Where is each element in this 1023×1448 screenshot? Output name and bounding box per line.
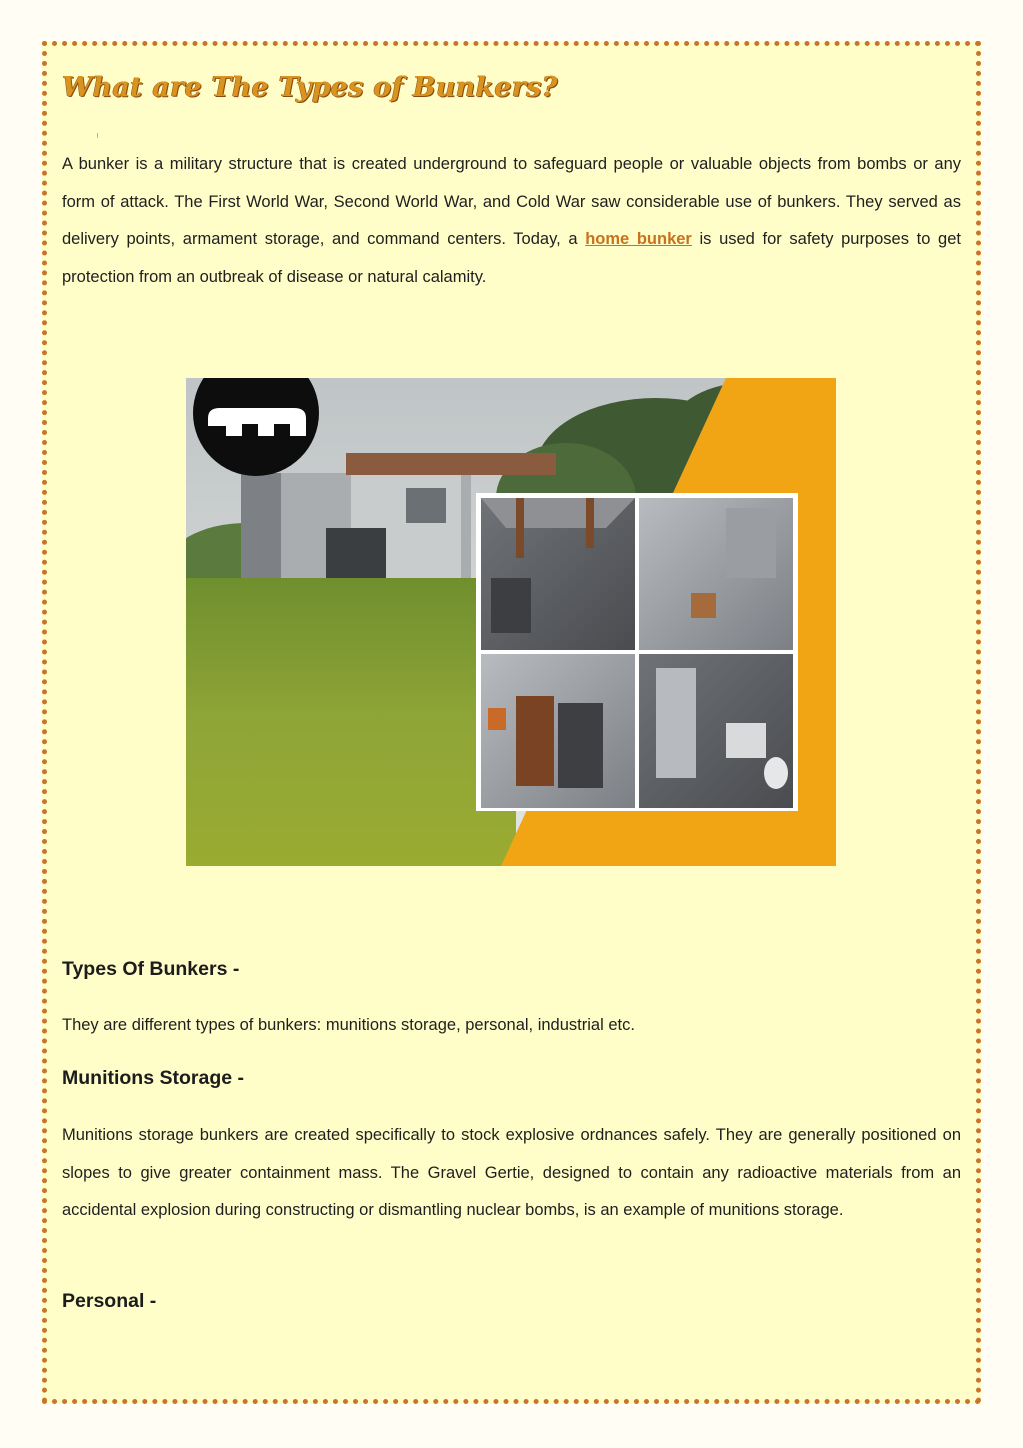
stray-mark [97,133,98,138]
section-text-types-of-bunkers: They are different types of bunkers: munitions storage, personal, industrial etc. [62,1016,635,1034]
section-heading-personal: Personal - [62,1290,157,1312]
home-bunker-link[interactable]: home bunker [585,230,692,248]
bunker-illustration [186,378,836,866]
intro-text-before-link: A bunker is a military structure that is created underground to safeguard people or valuable objects from bombs or any form of attack. The First World War, Second World War, and Cold War saw considerable use of bunkers. They served as delivery points, armament storage, and command centers. Today, a [62,155,961,248]
section-heading-types-of-bunkers: Types Of Bunkers - [62,958,240,980]
intro-paragraph [62,146,961,296]
section-text-munitions-storage: Munitions storage bunkers are created specifically to stock explosive ordnances safely. They are generally positioned on slopes to give greater containment mass. The Gravel Gertie, designed to contain any radioactive materials from an accidental explosion during constructing or dismantling nuclear bombs, is an example of munitions storage. [62,1126,961,1219]
page-title: What are The Types of Bunkers? [62,72,558,103]
section-heading-munitions-storage: Munitions Storage - [62,1067,244,1089]
intro-text-after-link: is used for safety purposes to get protection from an outbreak of disease or natural calamity. [62,230,961,286]
bunker-photo-grid [476,493,798,811]
grass-area [186,578,516,866]
